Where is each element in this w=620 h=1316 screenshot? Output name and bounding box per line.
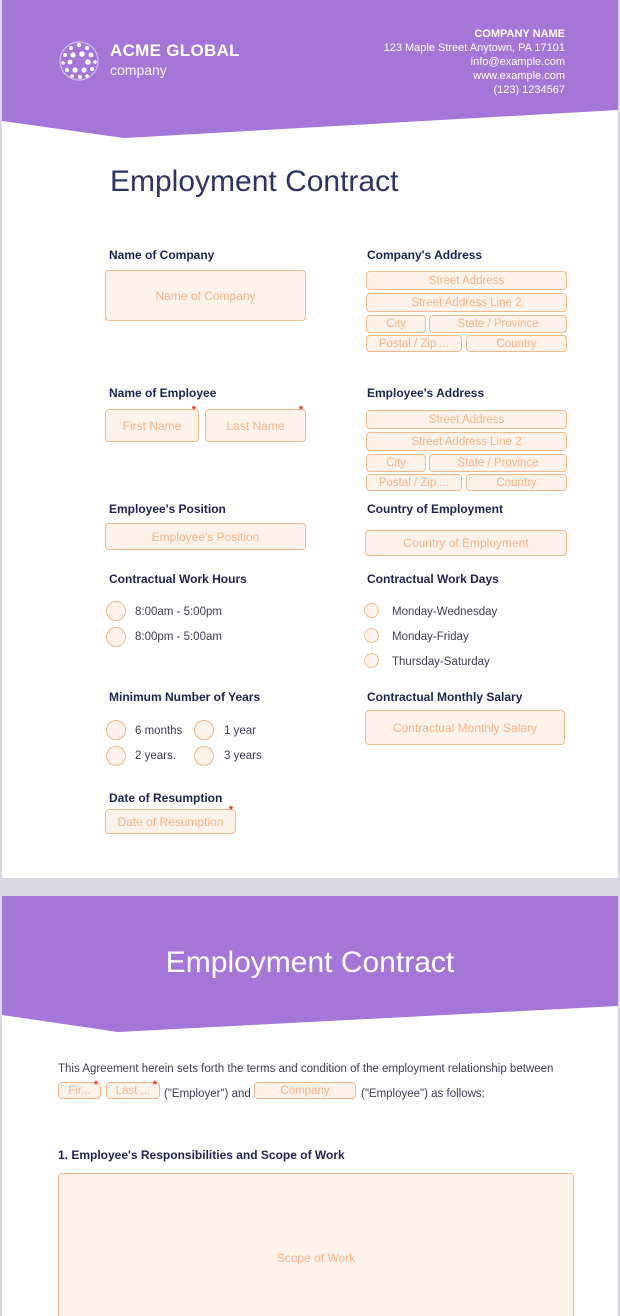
first-name-placeholder: First Name [122,418,182,433]
company-street-input[interactable]: Street Address [366,271,567,290]
label-employee-address: Employee's Address [367,386,485,400]
company-name-input[interactable]: Name of Company [105,270,306,321]
salary-input[interactable]: Contractual Monthly Salary [365,710,565,745]
option-1-year: 1 year [224,725,256,737]
company-state-input[interactable]: State / Province [429,315,567,333]
first-name-input[interactable] [105,404,199,442]
scope-of-work-textarea[interactable]: Scope of Work [58,1173,574,1316]
option-hours-night: 8:00pm - 5:00am [135,631,222,643]
employee-street2-input[interactable]: Street Address Line 2 [366,432,567,451]
employee-postal-input[interactable]: Postal / Zip ... [366,474,462,491]
company-street2-input[interactable]: Street Address Line 2 [366,293,567,312]
last-name-input[interactable] [205,404,306,442]
required-mark: * [298,404,303,416]
last-name-placeholder: Last Name [226,418,285,433]
company-name: COMPANY NAME [474,28,565,40]
employer-last-name-input[interactable] [106,1079,160,1099]
contract-page-1 [2,0,618,878]
radio-hours-day[interactable] [106,601,126,621]
radio-3-years[interactable] [194,746,214,766]
brand-name: ACME GLOBAL [110,41,240,60]
option-2-years: 2 years. [135,750,176,762]
radio-days-mon-wed[interactable] [364,603,379,618]
agreement-intro: This Agreement herein sets forth the terms and condition of the employment relationship between [58,1063,554,1075]
employee-country-input[interactable]: Country [466,474,567,491]
resumption-date-input[interactable] [105,804,236,834]
radio-days-mon-fri[interactable] [364,628,379,643]
position-input[interactable]: Employee's Position [105,523,306,550]
company-website: www.example.com [473,70,565,82]
first-placeholder: Fir... [68,1084,91,1097]
employee-company-input[interactable]: Company [254,1082,356,1099]
label-position: Employee's Position [109,502,226,516]
brand [110,41,240,79]
company-country-input[interactable]: Country [466,335,567,352]
employee-text: ("Employee") as follows: [361,1088,485,1100]
option-hours-day: 8:00am - 5:00pm [135,606,222,618]
required-mark: * [228,804,233,816]
globe-logo-icon [58,40,100,82]
employee-street-input[interactable]: Street Address [366,410,567,429]
required-mark: * [93,1079,98,1091]
radio-2-years[interactable] [106,746,126,766]
section-heading: 1. Employee's Responsibilities and Scope of Work [58,1148,345,1162]
company-postal-input[interactable]: Postal / Zip ... [366,335,462,352]
country-input[interactable]: Country of Employment [365,530,567,556]
last-placeholder: Last ... [115,1084,151,1097]
employer-text: ("Employer") and [164,1088,251,1100]
option-days-thu-sat: Thursday-Saturday [392,656,490,668]
employer-first-name-input[interactable] [58,1079,101,1099]
page-title: Employment Contract [165,946,455,979]
company-phone: (123) 1234567 [493,84,565,96]
radio-hours-night[interactable] [106,627,126,647]
employee-city-input[interactable]: City [366,454,426,472]
radio-days-thu-sat[interactable] [364,653,379,668]
company-info [384,27,565,97]
label-work-days: Contractual Work Days [367,572,499,586]
label-employee-name: Name of Employee [109,386,217,400]
label-resumption: Date of Resumption [109,791,223,805]
label-company-name: Name of Company [109,248,215,262]
label-country: Country of Employment [367,502,504,516]
employee-state-input[interactable]: State / Province [429,454,567,472]
radio-1-year[interactable] [194,720,214,740]
label-salary: Contractual Monthly Salary [367,690,523,704]
option-3-years: 3 years [224,750,262,762]
option-days-mon-wed: Monday-Wednesday [392,606,498,618]
company-city-input[interactable]: City [366,315,426,333]
label-work-hours: Contractual Work Hours [109,572,247,586]
resumption-placeholder: Date of Resumption [117,814,224,829]
company-address: 123 Maple Street Anytown, PA 17101 [383,42,565,54]
option-days-mon-fri: Monday-Friday [392,631,469,643]
label-company-address: Company's Address [367,248,483,262]
label-min-years: Minimum Number of Years [109,690,261,704]
required-mark: * [191,404,196,416]
required-mark: * [152,1079,157,1091]
option-6-months: 6 months [135,725,183,737]
brand-tagline: company [110,62,167,78]
page-title: Employment Contract [110,165,399,198]
radio-6-months[interactable] [106,720,126,740]
contract-page-2 [2,896,618,1316]
company-email: info@example.com [470,56,565,68]
